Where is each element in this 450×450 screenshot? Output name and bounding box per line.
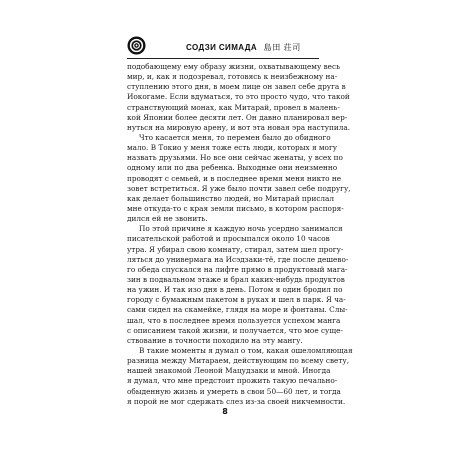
- text-line: ляться до универмага на Исэдзаки-тё, где после дешево-: [127, 254, 349, 264]
- text-line: ступлению этого дня, в моем лице он завел себе друга в: [127, 82, 346, 92]
- text-line: Иокогаме. Если вдуматься, то это просто чудо, что такой: [127, 92, 350, 102]
- text-line: проводят с семьей, и в последнее время меня никто не: [127, 173, 342, 183]
- text-line: Что касается меня, то перемен было до обидного: [139, 132, 331, 142]
- author-name-latin: СОДЗИ СИМАДА: [186, 43, 258, 52]
- running-head-author: [186, 42, 301, 53]
- text-line: городу с бумажным пакетом в руках и шел в парк. Я ча-: [127, 295, 346, 305]
- text-line: подобающему ему образу жизни, охватывающему весь: [127, 62, 341, 71]
- text-line: утра. Я убирал свою комнату, стирал, затем шел прогу-: [127, 244, 344, 254]
- text-line: сами сидел на скамейке, глядя на море и фонтаны. Слы-: [127, 305, 348, 315]
- text-line: я думал, что мне предстоит прожить такую печально-: [127, 376, 338, 386]
- text-line: разница между Митараем, действующим по всему свету,: [127, 356, 350, 366]
- text-line: как делает большинство людей, но Митарай прислал: [127, 193, 335, 203]
- text-line: зовет встретиться. Я уже было почти завел себе подругу,: [127, 183, 351, 193]
- text-line: кой Японии более десяти лет. Он давно планировал вер-: [127, 112, 348, 122]
- text-line: шал, что в последнее время пользуется успехом манга: [127, 315, 341, 325]
- text-line: мало. В Токио у меня тоже есть люди, которых я могу: [127, 143, 338, 153]
- text-line: я порой не мог сдержать слез из-за своей никчемности.: [127, 396, 346, 406]
- text-line: нашей знакомой Леоной Мацудзаки и мной. Иногда: [127, 366, 331, 376]
- circular-seal-icon: [127, 36, 146, 55]
- text-line: на ужин. И так изо дня в день. Потом я один бродил по: [127, 285, 343, 295]
- text-line: нуться на мировую арену, и вот эта новая эра наступила.: [127, 122, 351, 132]
- text-line: ствование в точности походило на эту мангу.: [127, 335, 303, 345]
- author-name-japanese: 島田 荘司: [263, 43, 301, 52]
- page-number: 8: [222, 407, 228, 416]
- text-line: с описанием такой жизни, и получается, что мое суще-: [127, 325, 343, 335]
- text-line: назвать друзьями. Но все они сейчас женаты, у всех по: [127, 153, 343, 163]
- text-line: В такие моменты я думал о том, какая ошеломляющая: [139, 345, 353, 355]
- text-line: дился ей не звонить.: [127, 214, 208, 224]
- body-text: [127, 62, 353, 407]
- text-line: По этой причине я каждую ночь усердно занимался: [139, 224, 343, 234]
- text-line: писательской работой и просыпался около 10 часов: [127, 234, 330, 244]
- header-rule: [127, 58, 319, 59]
- text-line: одному или по два ребенка. Выходные они неизменно: [127, 163, 338, 173]
- text-line: го обеда спускался на лифте прямо в продуктовый мага-: [127, 264, 348, 274]
- text-line: обыденную жизнь и умереть в свои 50—60 лет, и тогда: [127, 386, 341, 396]
- text-line: мне откуда-то с края земли письмо, в котором распоря-: [127, 203, 344, 213]
- text-line: странствующий монах, как Митарай, провел в малень-: [127, 102, 340, 112]
- text-line: зин в подвальном этаже и брал каких-нибудь продуктов: [127, 274, 345, 284]
- text-line: мир, и, как я подозревал, готовясь к неизбежному на-: [127, 72, 338, 82]
